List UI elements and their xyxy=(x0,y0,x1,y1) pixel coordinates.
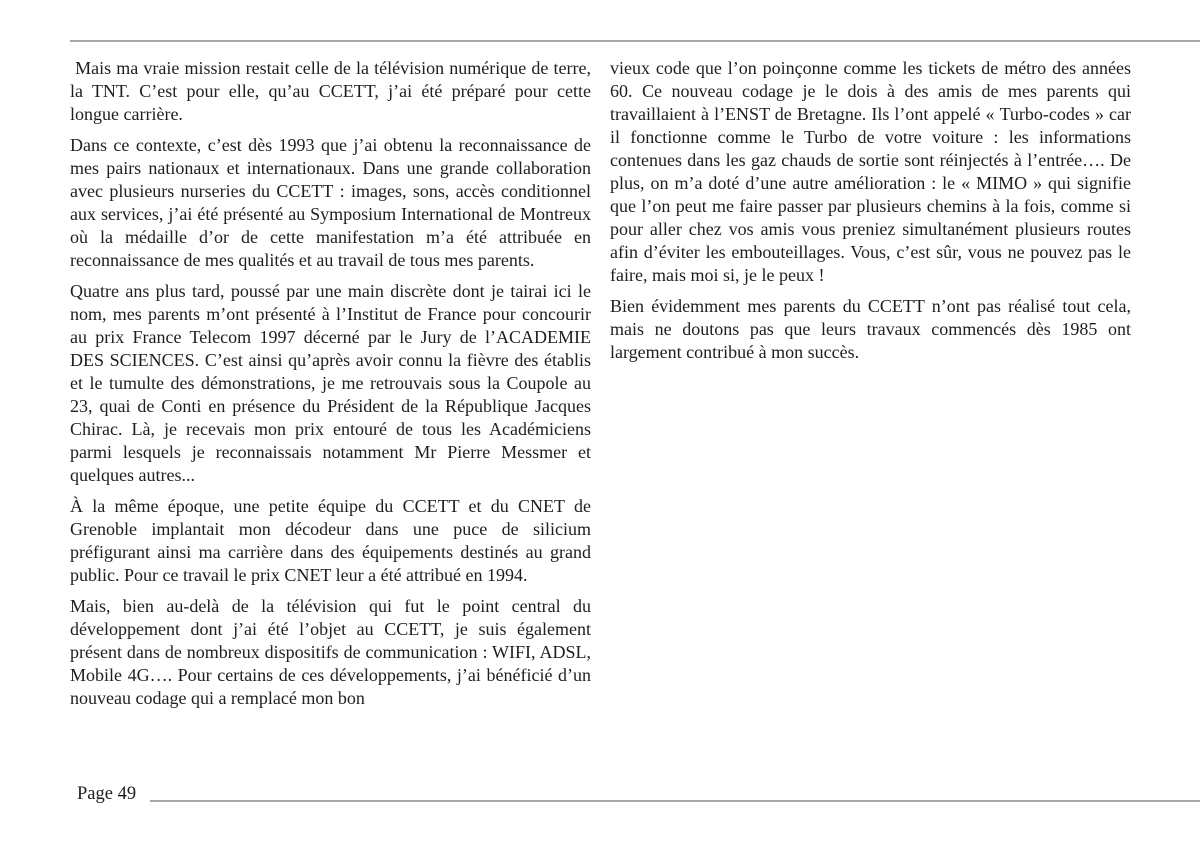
text-column-right xyxy=(610,57,1131,718)
text-column-left xyxy=(70,57,591,718)
footer-rule xyxy=(150,800,1200,802)
text-columns xyxy=(70,57,1131,718)
paragraph: Mais ma vraie mission restait celle de la télévision numérique de terre, la TNT. C’est pour elle, qu’au CCETT, j’ai été préparé pour cette longue carrière. xyxy=(70,58,591,124)
paragraph: Bien évidemment mes parents du CCETT n’ont pas réalisé tout cela, mais ne doutons pas que leurs travaux commencés dès 1985 ont largement contribué à mon succès. xyxy=(610,296,1131,362)
paragraph: vieux code que l’on poinçonne comme les tickets de métro des années 60. Ce nouveau codage je le dois à des amis de mes parents qui travaillaient à l’ENST de Bretagne. Ils l’ont appelé « Turbo-codes » car il fonctionne comme le Turbo de votre voiture : les informations contenues dans les gaz chauds de sortie sont réinjectés à l’entrée…. De plus, on m’a doté d’une autre amélioration : le « MIMO » qui signifie que l’on peut me faire passer par plusieurs chemins à la fois, comme si pour aller chez vos amis vous preniez simultanément plusieurs routes afin d’éviter les embouteillages. Vous, c’est sûr, vous ne pouvez pas le faire, mais moi si, je le peux ! xyxy=(610,58,1131,285)
page-number-label: Page 49 xyxy=(77,784,137,804)
paragraph: À la même époque, une petite équipe du CCETT et du CNET de Grenoble implantait mon décodeur dans une puce de silicium préfigurant ainsi ma carrière dans des équipements destinés au grand public. Pour ce travail le prix CNET leur a été attribué en 1994. xyxy=(70,496,591,585)
paragraph: Dans ce contexte, c’est dès 1993 que j’ai obtenu la reconnaissance de mes pairs nationaux et internationaux. Dans une grande collaboration avec plusieurs nurseries du CCETT : images, sons, accès conditionnel aux services, j’ai été présenté au Symposium International de Montreux où la médaille d’or de cette manifestation m’a été attribuée en reconnaissance de mes qualités et au travail de tous mes parents. xyxy=(70,135,591,270)
top-rule xyxy=(70,40,1200,42)
paragraph: Quatre ans plus tard, poussé par une main discrète dont je tairai ici le nom, mes parents m’ont présenté à l’Institut de France pour concourir au prix France Telecom 1997 décerné par le Jury de l’ACADEMIE DES SCIENCES. C’est ainsi qu’après avoir connu la fièvre des établis et le tumulte des démonstrations, je me retrouvais sous la Coupole au 23, quai de Conti en présence du Président de la République Jacques Chirac. Là, je recevais mon prix entouré de tous les Académiciens parmi lesquels je reconnaissais notamment Mr Pierre Messmer et quelques autres... xyxy=(70,281,591,485)
paragraph: Mais, bien au-delà de la télévision qui fut le point central du développement dont j’ai été l’objet au CCETT, je suis également présent dans de nombreux dispositifs de communication : WIFI, ADSL, Mobile 4G…. Pour certains de ces développements, j’ai bénéficié d’un nouveau codage qui a remplacé mon bon xyxy=(70,596,591,708)
